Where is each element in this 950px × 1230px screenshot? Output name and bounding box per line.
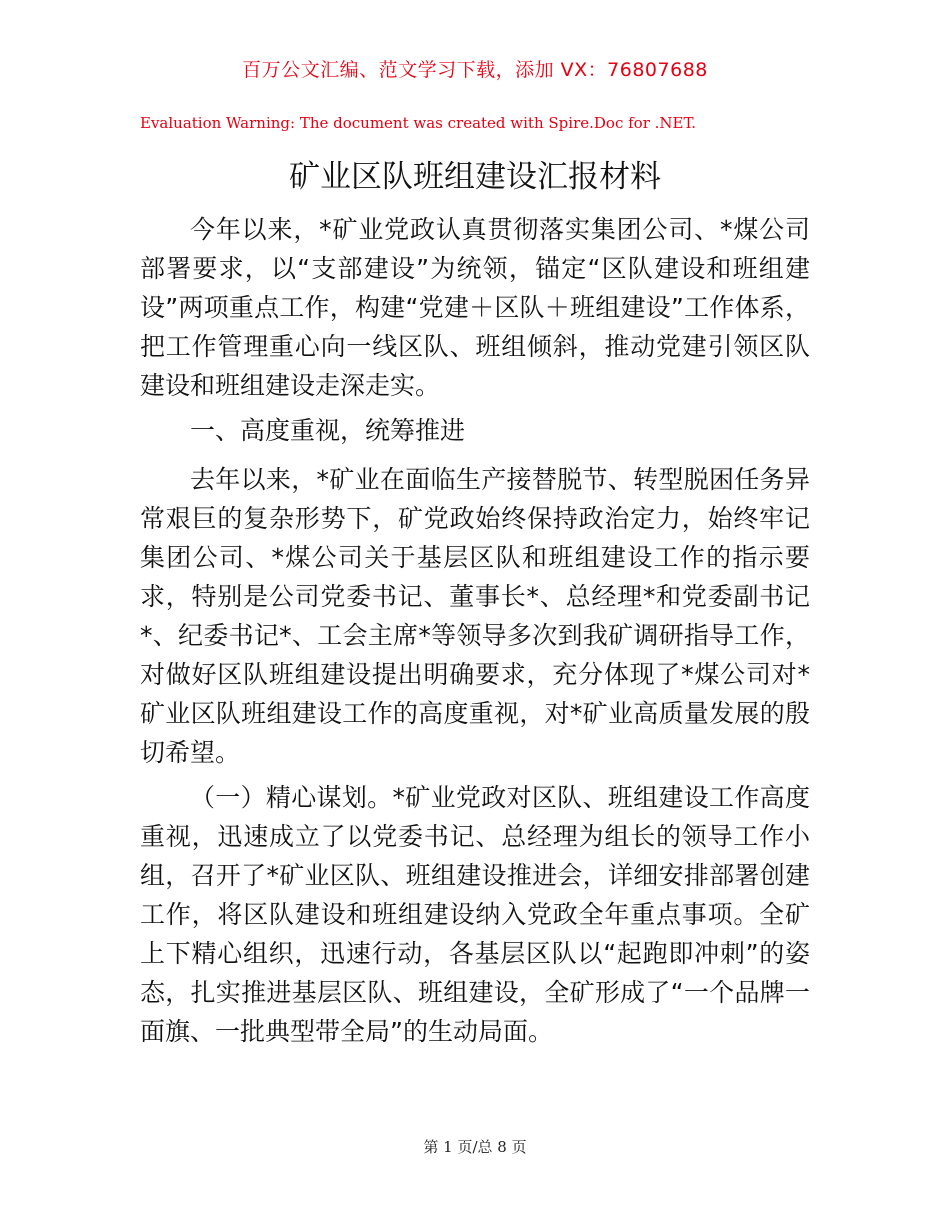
body-paragraph: 去年以来，*矿业在面临生产接替脱节、转型脱困任务异常艰巨的复杂形势下，矿党政始终保持政治定力，始终牢记集团公司、*煤公司关于基层区队和班组建设工作的指示要求，特别是公司党委书记、董事长*、总经理*和党委副书记*、纪委书记*、工会主席*等领导多次到我矿调研指导工作，对做好区队班组建设提出明确要求，充分体现了*煤公司对*矿业区队班组建设工作的高度重视，对*矿业高质量发展的殷切希望。 xyxy=(140,465,810,767)
document-title: 矿业区队班组建设汇报材料 xyxy=(289,159,661,195)
page-footer: 第 1 页/总 8 页 xyxy=(423,1138,527,1156)
section-heading: 一、高度重视，统筹推进 xyxy=(190,416,466,445)
evaluation-warning: Evaluation Warning: The document was created with Spire.Doc for .NET. xyxy=(140,114,697,132)
header-banner: 百万公文汇编、范文学习下载，添加 VX：76807688 xyxy=(242,59,708,81)
body-paragraph: （一）精心谋划。*矿业党政对区队、班组建设工作高度重视，迅速成立了以党委书记、总经理为组长的领导工作小组，召开了*矿业区队、班组建设推进会，详细安排部署创建工作，将区队建设和班组建设纳入党政全年重点事项。全矿上下精心组织，迅速行动，各基层区队以“起跑即冲刺”的姿态，扎实推进基层区队、班组建设，全矿形成了“一个品牌一面旗、一批典型带全局”的生动局面。 xyxy=(140,783,810,1046)
intro-paragraph: 今年以来，*矿业党政认真贯彻落实集团公司、*煤公司部署要求，以“支部建设”为统领，锚定“区队建设和班组建设”两项重点工作，构建“党建＋区队＋班组建设”工作体系，把工作管理重心向一线区队、班组倾斜，推动党建引领区队建设和班组建设走深走实。 xyxy=(140,215,810,400)
document-body xyxy=(140,210,810,1057)
